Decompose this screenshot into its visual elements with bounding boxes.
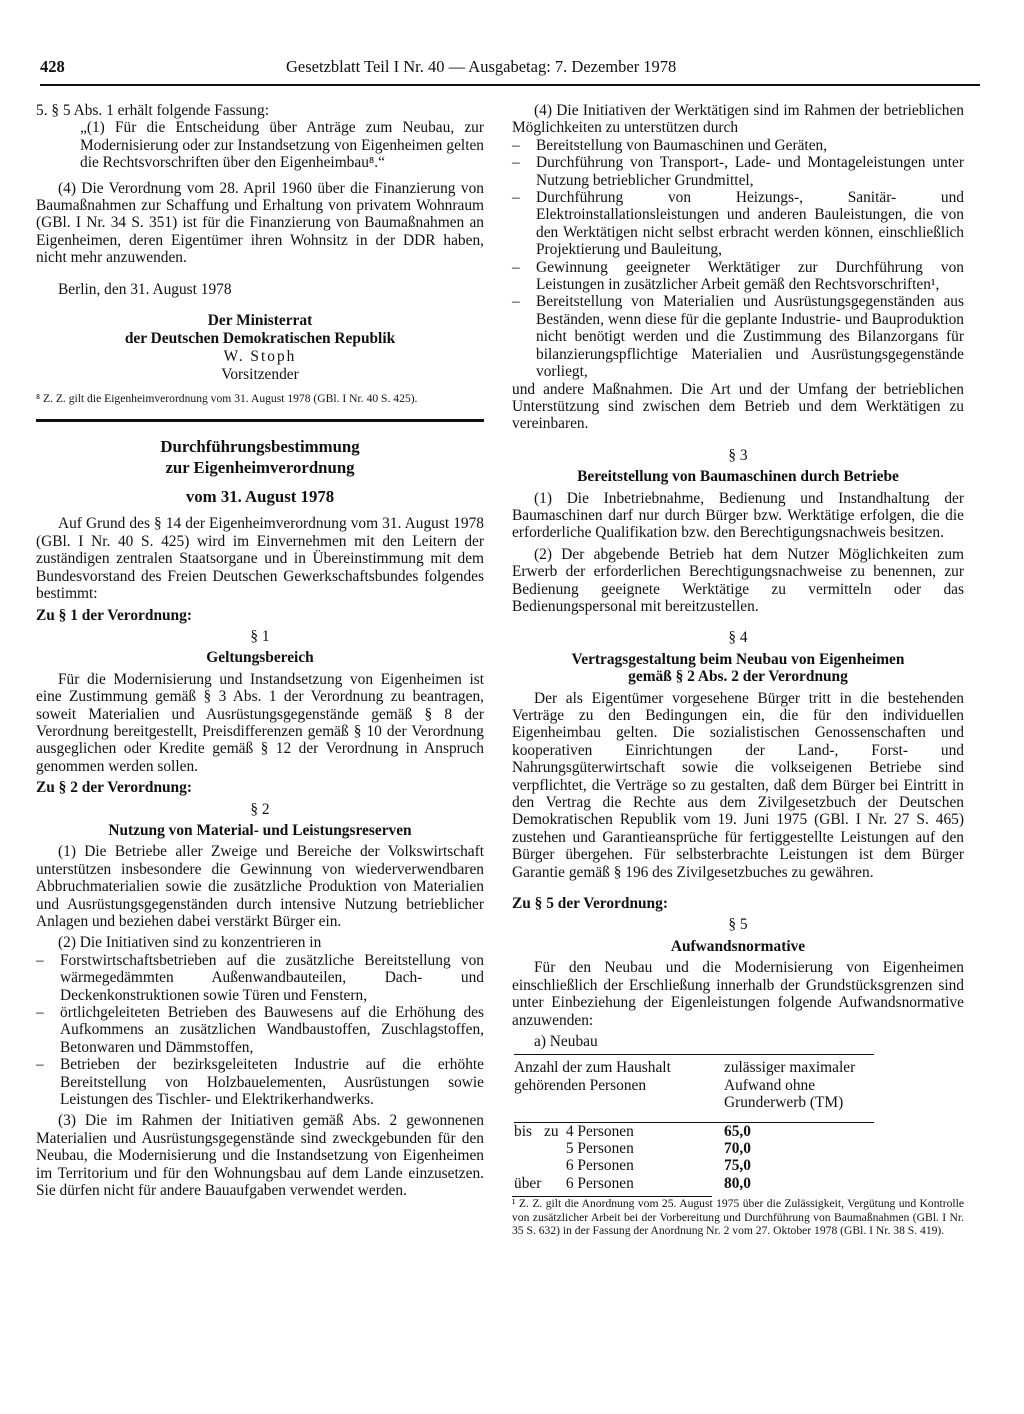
left-column: [36, 102, 484, 1200]
page-number: 428: [40, 57, 65, 76]
section-4-text: Der als Eigentümer vorgesehene Bürger tritt in die bestehenden Verträge zu den Bedingungen ein, die für den individuellen Eigenheimbau gelten. Die sozialistischen Genossenschaften und kooperativen Einrichtungen der Land-, Forst- und Nahrungsgüterwirtschaft sowie die volkseigenen Betriebe sind verpflichtet, die Verträge so zu gestalten, daß dem Bürger bei Eintritt in den Vertrag die Rechte aus dem Zivilgesetzbuch der Deutschen Demokratischen Republik vom 19. Juni 1975 (GBl. I Nr. 27 S. 465) zustehen und Garantieansprüche für fertiggestellte Leistungen auf den Bürger übergehen. Für selbsterbrachte Leistungen ist dem Bürger Garantie gemäß § 196 des Zivilgesetzbuches zu gewähren.: [512, 689, 964, 881]
table-header-persons: Anzahl der zum Haushalt gehörenden Personen: [514, 1055, 724, 1122]
section-3-para-1: (1) Die Inbetriebnahme, Bedienung und Instandhaltung der Baumaschinen darf nur durch Bürger bzw. Werktätige erfolgen, die die erforderliche Qualifikation bzw. den Berechtigungsnachweis besitzen.: [512, 489, 964, 542]
section-2-para-1: (1) Die Betriebe aller Zweige und Bereiche der Volkswirtschaft unterstützen insbesondere die Gewinnung von wiederverwendbaren Abbruchmaterialien sowie die zusätzliche Produktion von Materialien und Ausrüstungsgegenständen durch intensive Nutzung betrieblicher Anlagen und beziehen dabei verstärkt Bürger ein.: [36, 843, 484, 930]
list-item: – Durchführung von Transport-, Lade- und Montageleistungen unter Nutzung betrieblicher Grundmittel,: [512, 154, 964, 189]
list-item: – Bereitstellung von Materialien und Ausrüstungsgegenständen aus Beständen, wenn diese für die geplante Industrie- und Bauproduktion nicht benötigt werden und die Zustimmung des Bilanzorgans für bilanzierungspflichtige Materialien und Ausrüstungsgegenstände vorliegt,: [512, 293, 964, 380]
paragraph-4: (4) Die Verordnung vom 28. April 1960 über die Finanzierung von Baumaßnahmen zur Schaffung und Erhaltung von privatem Wohnraum (GBl. I Nr. 34 S. 351) ist für die Finanzierung von Baumaßnahmen an Eigenheimen, deren Eigentümer ihren Wohnsitz in der DDR haben, nicht mehr anzuwenden.: [36, 179, 484, 267]
section-3-para-2: (2) Der abgebende Betrieb hat dem Nutzer Möglichkeiten zum Erwerb der erforderlichen Berechtigungsnachweise zu benennen, zur Bedienung geeignete Werktätige zu vermitteln oder das Bedienungspersonal mit bereitzustellen.: [512, 545, 964, 615]
section-2-list: [36, 952, 484, 1109]
footnote-1: ¹ Z. Z. gilt die Anordnung vom 25. August 1975 über die Zulässigkeit, Vergütung und Kontrolle von zusätzlicher Arbeit bei der Vorbereitung und Durchführung von Baumaßnahmen (GBl. I Nr. 35 S. 632) in der Fassung der Anordnung Nr. 2 vom 27. Oktober 1978 (GBl. I Nr. 38 S. 419).: [512, 1197, 964, 1237]
item5-quote: „(1) Für die Entscheidung über Anträge zum Neubau, zur Modernisierung oder zur Instandsetzung von Eigenheimen gelten die Rechtsvorschriften über den Eigenheimbau⁸.“: [80, 119, 484, 172]
section-2-para-2: (2) Die Initiativen sind zu konzentrieren in: [58, 934, 322, 952]
section-1-text: Für die Modernisierung und Instandsetzung von Eigenheimen ist eine Zustimmung gemäß § 3 Abs. 1 der Verordnung zu beantragen, soweit Materialien und Ausrüstungsgegenstände gemäß § 8 der Verordnung bereitgestellt, Preisdifferenzen gemäß § 10 der Verordnung ausgeglichen oder Kredite gemäß § 12 der Verordnung in Anspruch genommen werden sollen.: [36, 670, 484, 775]
section-4-label: § 4: [728, 629, 748, 647]
list-item: – Betrieben der bezirksgeleiteten Industrie auf die erhöhte Bereitstellung von Holzbauelementen, Ausrüstungen sowie Leistungen des Tischler- und Elektrikerhandwerks.: [36, 1056, 484, 1108]
section-3-label: § 3: [728, 446, 748, 464]
zu-paragraph-5: Zu § 5 der Verordnung:: [512, 895, 668, 913]
zu-paragraph-2: Zu § 2 der Verordnung:: [36, 779, 192, 797]
table-row: 5 Personen 70,0: [565, 1139, 751, 1157]
signature-org-line1: Der Ministerrat: [207, 312, 313, 330]
list-item: – Durchführung von Heizungs-, Sanitär- und Elektroinstallationsleistungen und anderen Bauleistungen, die von den Werktätigen nicht selbst erbracht werden können, einschließlich Projektierung und Bauleitung,: [512, 189, 964, 259]
section-5-item-a: a) Neubau: [534, 1032, 598, 1050]
normative-table: [514, 1054, 874, 1192]
preamble: Auf Grund des § 14 der Eigenheimverordnung vom 31. August 1978 (GBl. I Nr. 40 S. 425) wird im Einvernehmen mit den Leitern der zuständigen zentralen Staatsorgane und in Übereinstimmung mit dem Bundesvorstand des Freien Deutschen Gewerkschaftsbundes folgendes bestimmt:: [36, 515, 484, 603]
footnote-8: ⁸ Z. Z. gilt die Eigenheimverordnung vom 31. August 1978 (GBl. I Nr. 40 S. 425).: [36, 392, 418, 406]
table-header-row: [514, 1055, 874, 1122]
section-1-label: § 1: [250, 627, 270, 645]
section-2-para-4-end: und andere Maßnahmen. Die Art und der Umfang der betrieblichen Unterstützung sind zwischen dem Betrieb und dem Werktätigen zu vereinbaren.: [512, 380, 964, 433]
section-5-label: § 5: [728, 916, 748, 934]
list-item: – Bereitstellung von Baumaschinen und Geräten,: [512, 137, 964, 154]
table-row: 6 Personen 75,0: [565, 1157, 751, 1175]
section-3-title: Bereitstellung von Baumaschinen durch Betriebe: [577, 468, 899, 486]
header-title: Gesetzblatt Teil I Nr. 40 — Ausgabetag: 7. Dezember 1978: [286, 57, 677, 76]
section-1-title: Geltungsbereich: [206, 649, 314, 667]
place-date: Berlin, den 31. August 1978: [58, 280, 232, 298]
header-rule: [40, 84, 980, 86]
table-row: bis zu 4 Personen 65,0: [514, 1122, 751, 1140]
section-2-title: Nutzung von Material- und Leistungsreserven: [108, 821, 412, 839]
page-header: [40, 58, 730, 82]
section-4-title-line1: Vertragsgestaltung beim Neubau von Eigenheimen: [571, 650, 905, 668]
document-title-line1: Durchführungsbestimmung: [160, 437, 360, 457]
item5-intro: 5. § 5 Abs. 1 erhält folgende Fassung:: [36, 102, 269, 119]
document-date: vom 31. August 1978: [185, 487, 335, 507]
table-header-cost: zulässiger maximaler Aufwand ohne Grunderwerb (TM): [724, 1055, 874, 1122]
section-2-label: § 2: [250, 800, 270, 818]
section-2-para-4: (4) Die Initiativen der Werktätigen sind im Rahmen der betrieblichen Möglichkeiten zu unterstützen durch: [512, 102, 964, 137]
section-5-title: Aufwandsnormative: [670, 937, 806, 955]
document-title-line2: zur Eigenheimverordnung: [165, 458, 355, 478]
section-5-text: Für den Neubau und die Modernisierung von Eigenheimen einschließlich der Erschließung innerhalb der Grundstücksgrenzen sind unter Einbeziehung der Eigenleistungen folgende Aufwandsnormative anzuwenden:: [512, 959, 964, 1029]
signature-org-line2: der Deutschen Demokratischen Republik: [124, 330, 396, 348]
section-4-title-line2: gemäß § 2 Abs. 2 der Verordnung: [628, 668, 848, 686]
table-row: über 6 Personen 80,0: [514, 1174, 751, 1192]
list-item: – örtlichgeleiteten Betrieben des Bauwesens auf die Erhöhung des Aufkommens an zusätzlichen Wandbaustoffen, Zuschlagstoffen, Betonwaren und Dämmstoffen,: [36, 1004, 484, 1056]
signature-role: Vorsitzender: [221, 366, 299, 384]
section-2-para-3: (3) Die im Rahmen der Initiativen gemäß Abs. 2 gewonnenen Materialien und Ausrüstungsgegenstände sind zweckgebunden für den Neubau, die Modernisierung und die Instandsetzung von Eigenheimen im Territorium und für den Wohnungsbau auf dem Lande einzusetzen. Sie dürfen nicht für andere Bauaufgaben verwendet werden.: [36, 1112, 484, 1200]
list-item: – Forstwirtschaftsbetrieben auf die zusätzliche Bereitstellung von wärmegedämmten Außenwandbauteilen, Dach- und Deckenkonstruktionen sowie Türen und Fenstern,: [36, 952, 484, 1004]
zu-paragraph-1: Zu § 1 der Verordnung:: [36, 606, 192, 624]
list-item: – Gewinnung geeigneter Werktätiger zur Durchführung von Leistungen in zusätzlicher Arbeit gemäß den Rechtsvorschriften¹,: [512, 259, 964, 294]
signature-name: W. Stoph: [223, 348, 297, 366]
section-2-para-4-list: [512, 137, 964, 381]
signature-block: [36, 312, 484, 384]
right-column: [512, 102, 964, 1237]
